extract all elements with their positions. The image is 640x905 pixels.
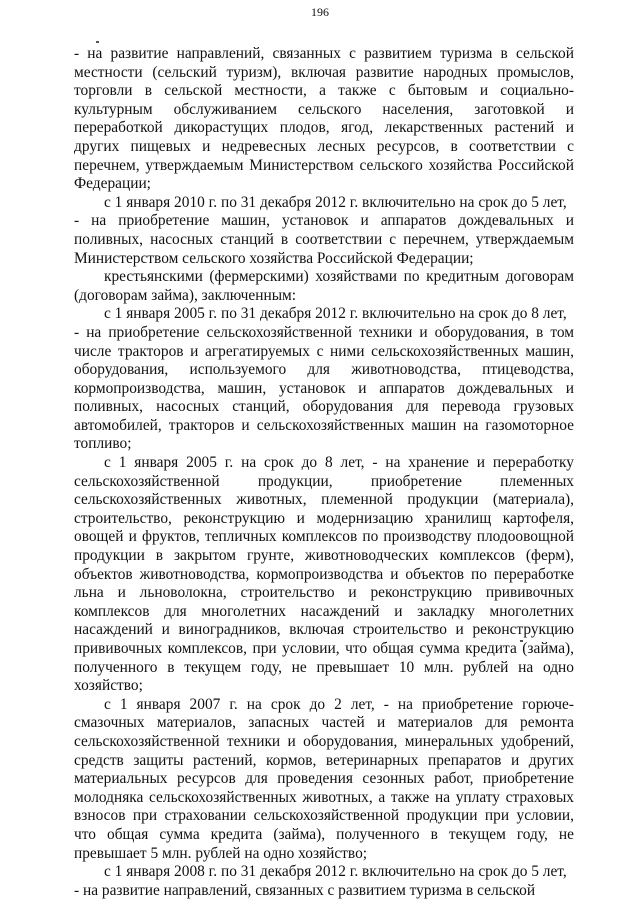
page-number: 196 xyxy=(311,5,329,19)
document-body xyxy=(74,45,574,900)
scan-speck xyxy=(96,41,99,43)
paragraph: с 1 января 2010 г. по 31 декабря 2012 г. включительно на срок до 5 лет, xyxy=(104,193,567,211)
paragraph: - на приобретение сельскохозяйственной техники и оборудования, в том числе тракторов и агрегатируемых с ними сельскохозяйственных машин, оборудования, используемого для животноводства, птицеводства, кормопроизводства, машин, установок и аппаратов дождевальных и поливных, насосных станций, оборудования для перевода грузовых автомобилей, тракторов и сельскохозяйственных машин на газомоторное топливо; xyxy=(74,323,574,453)
paragraph: крестьянскими (фермерскими) хозяйствами по кредитным договорам (договорам займа), заключенным: xyxy=(74,268,574,304)
paragraph: - на развитие направлений, связанных с развитием туризма в сельской xyxy=(74,881,536,899)
paragraph: с 1 января 2007 г. на срок до 2 лет, - на приобретение горюче-смазочных материалов, запасных частей и материалов для ремонта сельскохозяйственной техники и оборудования, минеральных удобрений, средств защиты растений, кормов, ветеринарных препаратов и других материальных ресурсов для проведения сезонных работ, приобретение молодняка сельскохозяйственных животных, а также на уплату страховых взносов при страховании сельскохозяйственной продукции при условии, что общая сумма кредита (займа), полученного в текущем году, не превышает 5 млн. рублей на одно хозяйство; xyxy=(74,695,574,862)
paragraph: с 1 января 2005 г. по 31 декабря 2012 г. включительно на срок до 8 лет, xyxy=(104,305,567,323)
paragraph: - на приобретение машин, установок и аппаратов дождевальных и поливных, насосных станций в соответствии с перечнем, утверждаемым Министерством сельского хозяйства Российской Федерации; xyxy=(74,212,574,267)
paragraph: с 1 января 2005 г. на срок до 8 лет, - на хранение и переработку сельскохозяйственной продукции, приобретение племенных сельскохозяйственных животных, племенной продукции (материала), строительство, реконструкцию и модернизацию хранилищ картофеля, овощей и фруктов, тепличных комплексов по производству плодоовощной продукции в закрытом грунте, животноводческих комплексов (ферм), объектов животноводства, кормопроизводства и объектов по переработке льна и льноволокна, строительство и реконструкцию прививочных комплексов для многолетних насаждений и закладку многолетних насаждений и виноградников, включая строительство и реконструкцию прививочных комплексов, при условии, что общая сумма кредита (займа), полученного в текущем году, не превышает 10 млн. рублей на одно хозяйство; xyxy=(74,454,574,695)
paragraph: с 1 января 2008 г. по 31 декабря 2012 г. включительно на срок до 5 лет, xyxy=(104,863,567,881)
paragraph: - на развитие направлений, связанных с развитием туризма в сельской местности (сельский туризм), включая развитие народных промыслов, торговли в сельской местности, а также с бытовым и социально-культурным обслуживанием сельского населения, заготовкой и переработкой дикорастущих плодов, ягод, лекарственных растений и других пищевых и недревесных лесных ресурсов, в соответствии с перечнем, утверждаемым Министерством сельского хозяйства Российской Федерации; xyxy=(74,45,574,193)
